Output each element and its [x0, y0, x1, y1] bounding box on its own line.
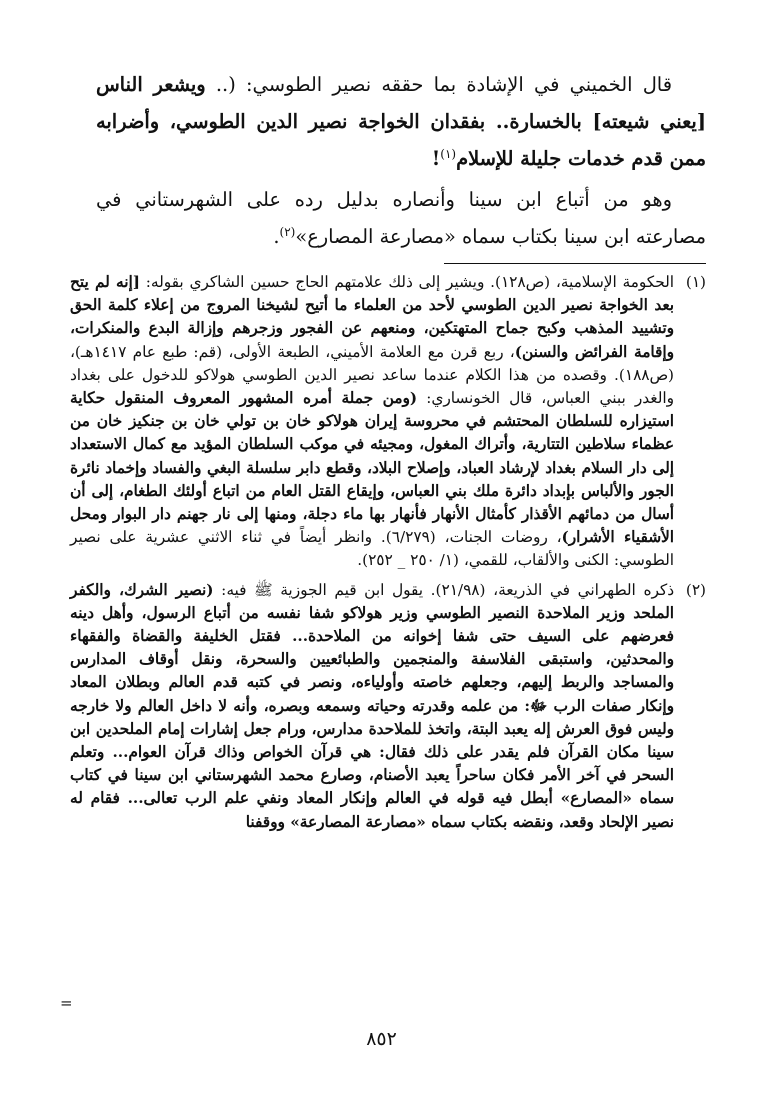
footnote-ref-1: (١) [440, 147, 457, 161]
footnote-ref-2: (٢) [279, 225, 296, 239]
footnote-2-quote: (نصير الشرك، والكفر الملحد وزير الملاحدة النصير الطوسي وزير هولاكو شفا نفسه من أتباع الرسول، وأهل دينه فعرضهم على السيف حتى شفا إخوانه من الملاحدة... فقتل الخليفة والقضاة والفقهاء والمحدثين، واستبقى الفلاسفة والمنجمين والطبائعيين والسحرة، ونقل أوقاف المدارس والمساجد والربط إليهم، وجعلهم خاصته وأولياءه، ونصر في كتبه قدم العالم وبطلان المعاد وإنكار صفات الرب ﷻ: من علمه وقدرته وحياته وسمعه وبصره، وأنه لا داخل العالم ولا خارجه وليس فوق العرش إله يعبد البتة، واتخذ للملاحدة مدارس، ورام جعل إشارات إمام الملحدين ابن سينا مكان القرآن فلم يقدر على ذلك فقال: هي قرآن الخواص وذاك قرآن العوام... وتعلم السحر في آخر الأمر فكان ساحراً يعبد الأصنام، وصارع محمد الشهرستاني ابن سينا في كتاب سماه «المصارع» أبطل فيه قوله في العالم وإنكار المعاد ونفي علم الرب تعالى... فقام له نصير الإلحاد وقعد، ونقضه بكتاب سماه «مصارعة المصارعة» ووقفنا [70, 580, 674, 831]
footnote-1-reference-1: ، ربع قرن مع العلامة الأميني، الطبعة الأولى، (قم: طبع عام ١٤١٧هـ)، (ص١٨٨). وقصده من هذا الكلام عندما ساعد نصير الدين الطوسي هولاكو للدخول على بغداد والغدر ببني العباس، قال الخونساري: [70, 342, 674, 408]
footnotes [70, 271, 706, 834]
paragraph-2 [96, 181, 706, 255]
main-text [96, 66, 706, 255]
footnote-1-source: الحكومة الإسلامية، (ص١٢٨). ويشير إلى ذلك علامتهم الحاج حسين الشاكري بقوله: [140, 273, 674, 291]
footnote-number: (٢) [685, 580, 706, 599]
paragraph-2-text: وهو من أتباع ابن سينا وأنصاره بدليل رده على الشهرستاني في مصارعته ابن سينا بكتاب سماه «مصارعة المصارع» [96, 188, 706, 248]
paragraph-2-end: . [273, 225, 280, 248]
page-number: ٨٥٢ [366, 1028, 397, 1050]
footnote-2-source: ذكره الطهراني في الذريعة، (٢١/٩٨). يقول ابن قيم الجوزية ﷺ فيه: [213, 580, 675, 599]
footnote-1-quote-1: [إنه لم يتح بعد الخواجة نصير الدين الطوسي لأحد من العلماء ما أتيح لشيخنا المروج من إعلاء كلمة الحق وتشييد المذهب وكبح جماح المتهتكين، ومنعهم عن الفجور وزجرهم وإزالة البدع والمنكرات، وإقامة الفرائض والسنن) [70, 273, 675, 361]
continuation-mark: = [60, 994, 73, 1012]
footnote-number: (١) [685, 273, 706, 291]
paragraph-1-end: ! [431, 147, 441, 170]
footnote-separator [444, 263, 706, 264]
footnote-1-reference-2: ، روضات الجنات، (٦/٢٧٩). وانظر أيضاً في ثناء الاثني عشرية على نصير الطوسي: الكنى والألقاب، للقمي، (١/ ٢٥٠ _ ٢٥٢). [70, 528, 674, 570]
paragraph-1-quote: ويشعر الناس [يعني شيعته] بالخسارة.. بفقدان الخواجة نصير الدين الطوسي، وأضرابه ممن قدم خدمات جليلة للإسلام [96, 73, 706, 170]
footnote-1 [70, 271, 706, 573]
footnote-1-quote-2: (ومن جملة أمره المشهور المعروف المنقول حكاية استيزاره للسلطان المحتشم في محروسة إيران هولاكو خان بن تولي خان بن جنكيز خان من عظماء سلاطين التتارية، وأتراك المغول، ومجيئه في موكب السلطان المؤيد مع كمال الاستعداد إلى دار السلام بغداد لإرشاد العباد، وإصلاح البلاد، وقطع دابر سلسلة البغي والفساد وإخماد نائرة الجور والألباس بإبداد دائرة ملك بني العباس، وإيقاع القتل العام من اتباع أولئك الطغام، إلى أن أسال من دمائهم الأقذار كأمثال الأنهار فأنهار بها ماء دجلة، ومنها إلى نار جهنم دار البوار ومحل الأشقياء الأشرار) [70, 389, 674, 547]
footnote-text [70, 579, 674, 834]
paragraph-1 [96, 66, 706, 177]
paragraph-1-intro: قال الخميني في الإشادة بما حققه نصير الطوسي: (.. [205, 73, 672, 96]
footnote-text [70, 271, 674, 573]
footnote-2 [70, 579, 706, 834]
